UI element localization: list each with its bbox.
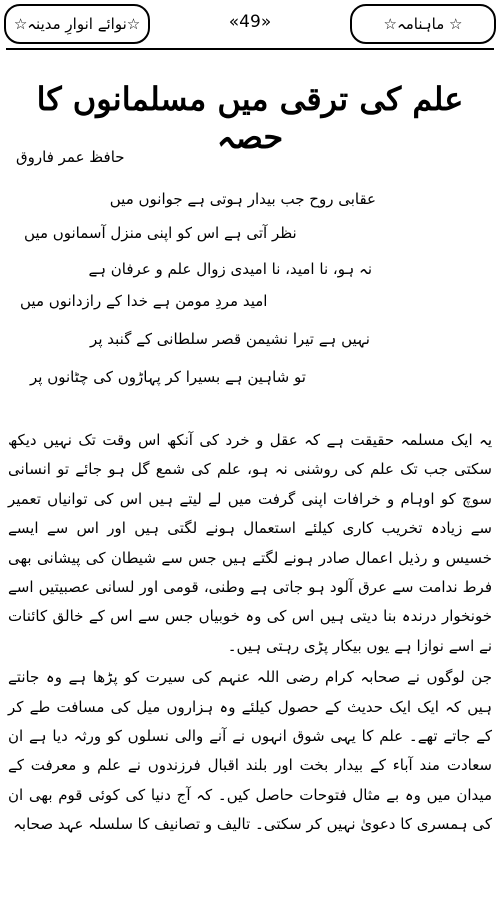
body-paragraph: یہ ایک مسلمہ حقیقت ہے کہ عقل و خرد کی آنکھ اس وقت تک نہیں دیکھ سکتی جب تک علم کی روشنی نہ ہو، علم کی شمع گل ہو جائے تو انسانی سوچ کو اوہام و خرافات اپنی گرفت میں لے لیتے ہیں اس کی توانیاں تعمیر سے زیادہ تخریب کاری کیلئے استعمال ہونے لگتی ہیں اور اس سے ایسے خسیس و رذیل اعمال صادر ہونے لگتے ہیں جس سے شیطان کی پیشانی بھی فرط ندامت سے عرق آلود ہو جاتی ہے وطنی، قومی اور لسانی عصبیتیں اسے خونخوار درندہ بنا دیتی ہیں اس کی وہ خوبیاں جس سے اس کے خالق کائنات نے اسے نوازا ہے یوں بیکار پڑی رہتی ہیں۔ bbox=[8, 431, 492, 655]
verse-line: نہ ہو، نا امید، نا امیدی زوال علم و عرفان ہے bbox=[88, 260, 372, 278]
verse-line: عقابی روح جب بیدار ہوتی ہے جوانوں میں bbox=[109, 190, 376, 208]
article-author: حافظ عمر فاروق bbox=[16, 148, 125, 166]
verse-line: نہیں ہے تیرا نشیمن قصر سلطانی کے گنبد پر bbox=[90, 330, 370, 348]
page-number: «49» bbox=[228, 12, 272, 32]
verse-line: نظر آتی ہے اس کو اپنی منزل آسمانوں میں bbox=[24, 224, 297, 242]
article-body bbox=[8, 426, 492, 840]
verse-line: امید مردِ مومن ہے خدا کے رازدانوں میں bbox=[20, 292, 268, 310]
verse-line: تو شاہین ہے بسیرا کر پہاڑوں کی چٹانوں پر bbox=[30, 368, 306, 386]
body-paragraph: جن لوگوں نے صحابہ کرام رضی اللہ عنہم کی سیرت کو پڑھا ہے وہ جانتے ہیں کہ ایک ایک حدیث کے حصول کیلئے وہ ہزاروں میل کی مسافت طے کر کے جاتے تھے۔ علم کا یہی شوق انہوں نے آنے والی نسلوں کو ورثہ دیا ہے ان سعادت مند آباء کے بیدار بخت اور بلند اقبال فرزندوں نے علم و معرفت کے میدان میں وہ بے مثال فتوحات حاصل کیں۔ کہ آج دنیا کی کوئی قوم بھی ان کی ہمسری کا دعویٰ نہیں کر سکتی۔ تالیف و تصانیف کا سلسلہ عہد صحابہ bbox=[8, 668, 492, 834]
header-rule bbox=[6, 48, 494, 50]
header-monthly-label: ☆ ماہنامہ☆ bbox=[350, 4, 496, 44]
article-title: علم کی ترقی میں مسلمانوں کا حصہ bbox=[36, 80, 464, 156]
header-magazine-name: ☆نوائے انوارِ مدینہ☆ bbox=[4, 4, 150, 44]
